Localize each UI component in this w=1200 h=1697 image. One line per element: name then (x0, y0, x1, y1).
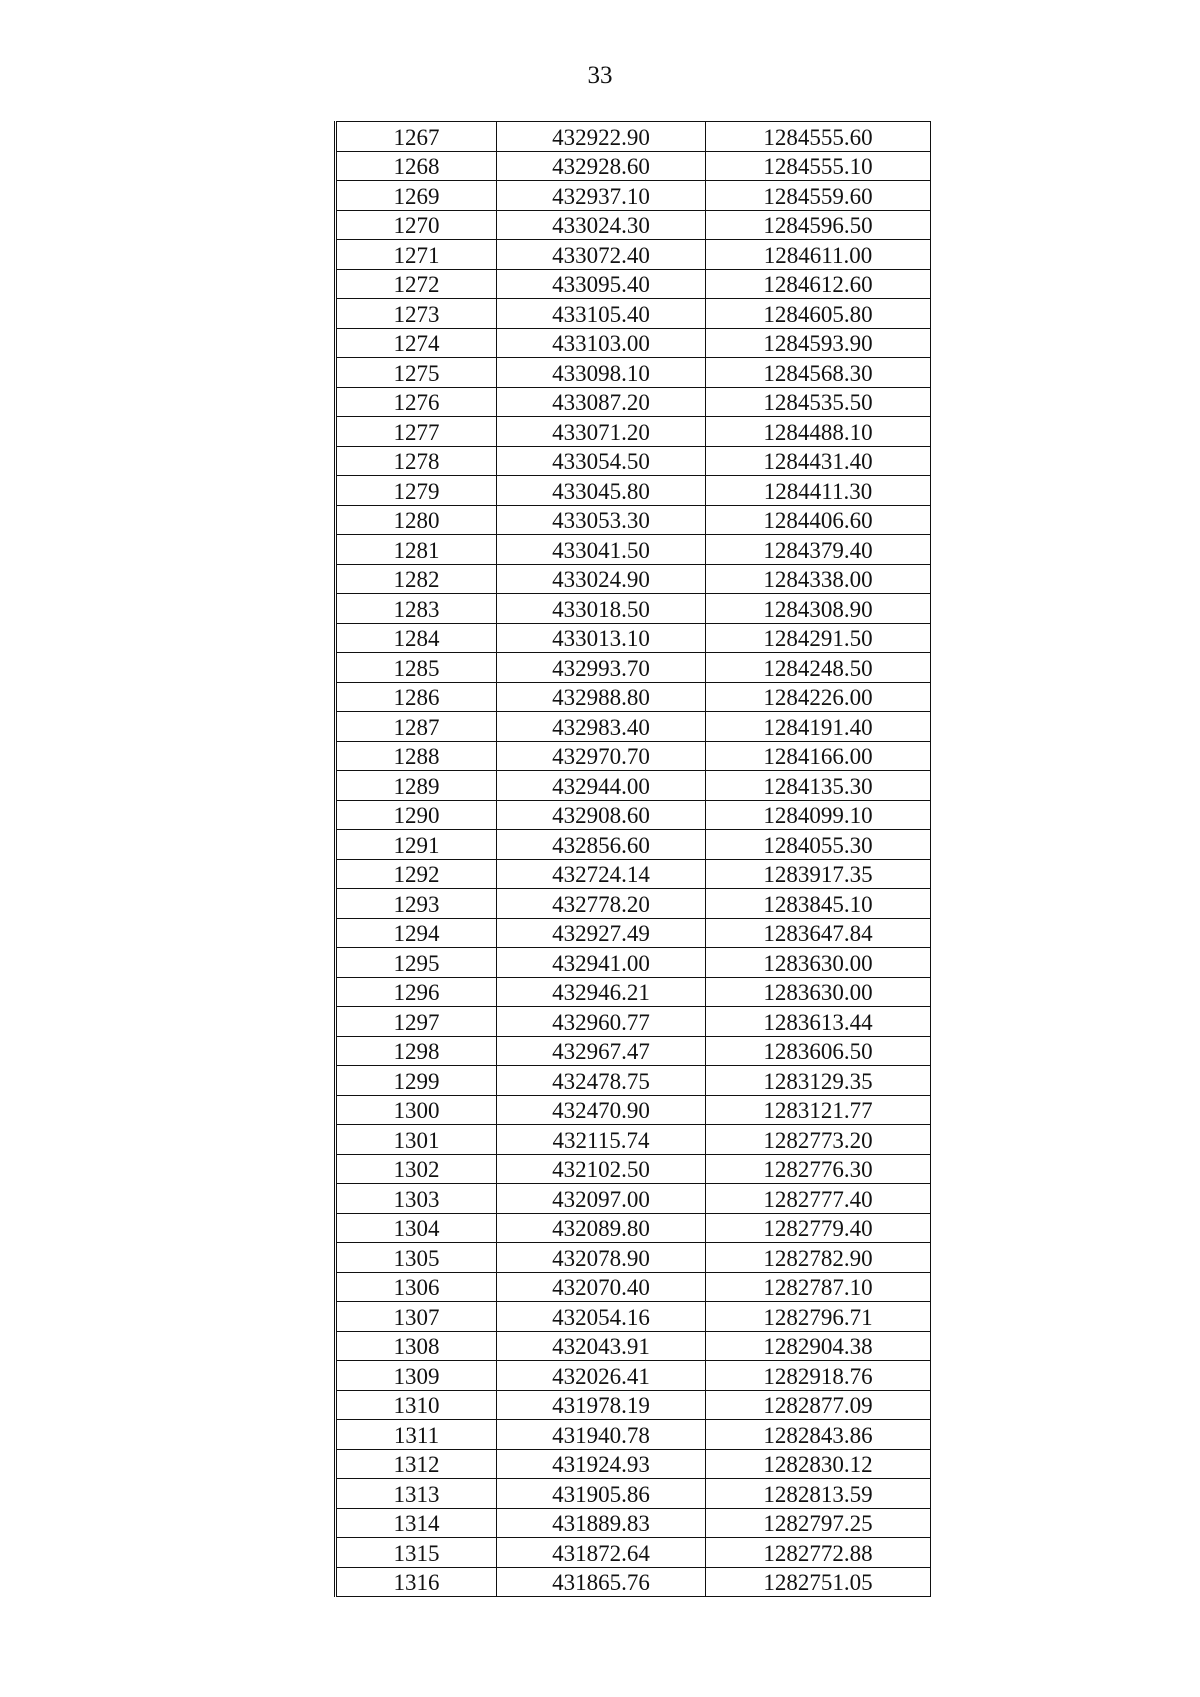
point-number-cell: 1302 (336, 1154, 497, 1184)
point-number-cell: 1316 (336, 1567, 497, 1597)
point-number-cell: 1297 (336, 1007, 497, 1037)
table-row (336, 594, 931, 624)
x-coordinate-cell: 433018.50 (497, 594, 706, 624)
point-number-cell: 1310 (336, 1390, 497, 1420)
x-coordinate-cell: 433045.80 (497, 476, 706, 506)
point-number-cell: 1303 (336, 1184, 497, 1214)
x-coordinate-cell: 432946.21 (497, 977, 706, 1007)
table-row (336, 1243, 931, 1273)
y-coordinate-cell: 1282773.20 (706, 1125, 931, 1155)
x-coordinate-cell: 432937.10 (497, 181, 706, 211)
table-row (336, 1125, 931, 1155)
table-row (336, 1361, 931, 1391)
point-number-cell: 1300 (336, 1095, 497, 1125)
x-coordinate-cell: 432988.80 (497, 682, 706, 712)
table-row (336, 328, 931, 358)
table-row (336, 151, 931, 181)
table-row (336, 358, 931, 388)
y-coordinate-cell: 1284291.50 (706, 623, 931, 653)
point-number-cell: 1299 (336, 1066, 497, 1096)
table-row (336, 122, 931, 152)
point-number-cell: 1268 (336, 151, 497, 181)
table-row (336, 741, 931, 771)
x-coordinate-cell: 431905.86 (497, 1479, 706, 1509)
y-coordinate-cell: 1282779.40 (706, 1213, 931, 1243)
x-coordinate-cell: 432941.00 (497, 948, 706, 978)
table-row (336, 1184, 931, 1214)
y-coordinate-cell: 1284308.90 (706, 594, 931, 624)
y-coordinate-cell: 1282843.86 (706, 1420, 931, 1450)
x-coordinate-cell: 432993.70 (497, 653, 706, 683)
x-coordinate-cell: 433053.30 (497, 505, 706, 535)
x-coordinate-cell: 432928.60 (497, 151, 706, 181)
point-number-cell: 1311 (336, 1420, 497, 1450)
point-number-cell: 1290 (336, 800, 497, 830)
y-coordinate-cell: 1284612.60 (706, 269, 931, 299)
x-coordinate-cell: 431872.64 (497, 1538, 706, 1568)
x-coordinate-cell: 431940.78 (497, 1420, 706, 1450)
page-number: 33 (587, 62, 613, 89)
x-coordinate-cell: 432078.90 (497, 1243, 706, 1273)
table-row (336, 918, 931, 948)
table-row (336, 269, 931, 299)
y-coordinate-cell: 1282918.76 (706, 1361, 931, 1391)
y-coordinate-cell: 1283630.00 (706, 977, 931, 1007)
x-coordinate-cell: 432070.40 (497, 1272, 706, 1302)
x-coordinate-cell: 432856.60 (497, 830, 706, 860)
y-coordinate-cell: 1284379.40 (706, 535, 931, 565)
table-row (336, 1302, 931, 1332)
point-number-cell: 1306 (336, 1272, 497, 1302)
table-row (336, 240, 931, 270)
x-coordinate-cell: 432983.40 (497, 712, 706, 742)
y-coordinate-cell: 1284559.60 (706, 181, 931, 211)
y-coordinate-cell: 1284166.00 (706, 741, 931, 771)
y-coordinate-cell: 1284055.30 (706, 830, 931, 860)
point-number-cell: 1282 (336, 564, 497, 594)
point-number-cell: 1273 (336, 299, 497, 329)
point-number-cell: 1271 (336, 240, 497, 270)
coordinates-table (334, 121, 931, 1597)
y-coordinate-cell: 1282772.88 (706, 1538, 931, 1568)
x-coordinate-cell: 433054.50 (497, 446, 706, 476)
x-coordinate-cell: 432944.00 (497, 771, 706, 801)
table-row (336, 653, 931, 683)
point-number-cell: 1279 (336, 476, 497, 506)
y-coordinate-cell: 1284248.50 (706, 653, 931, 683)
x-coordinate-cell: 432470.90 (497, 1095, 706, 1125)
x-coordinate-cell: 433095.40 (497, 269, 706, 299)
x-coordinate-cell: 432054.16 (497, 1302, 706, 1332)
y-coordinate-cell: 1284555.60 (706, 122, 931, 152)
y-coordinate-cell: 1283917.35 (706, 859, 931, 889)
table-row (336, 1154, 931, 1184)
table-row (336, 210, 931, 240)
x-coordinate-cell: 433103.00 (497, 328, 706, 358)
table-row (336, 1567, 931, 1597)
point-number-cell: 1286 (336, 682, 497, 712)
point-number-cell: 1289 (336, 771, 497, 801)
x-coordinate-cell: 432927.49 (497, 918, 706, 948)
y-coordinate-cell: 1284605.80 (706, 299, 931, 329)
y-coordinate-cell: 1282813.59 (706, 1479, 931, 1509)
x-coordinate-cell: 433024.30 (497, 210, 706, 240)
y-coordinate-cell: 1282777.40 (706, 1184, 931, 1214)
point-number-cell: 1308 (336, 1331, 497, 1361)
y-coordinate-cell: 1283613.44 (706, 1007, 931, 1037)
x-coordinate-cell: 433013.10 (497, 623, 706, 653)
x-coordinate-cell: 432724.14 (497, 859, 706, 889)
y-coordinate-cell: 1284568.30 (706, 358, 931, 388)
table-row (336, 771, 931, 801)
point-number-cell: 1269 (336, 181, 497, 211)
table-row (336, 1007, 931, 1037)
x-coordinate-cell: 432967.47 (497, 1036, 706, 1066)
table-row (336, 1213, 931, 1243)
x-coordinate-cell: 432102.50 (497, 1154, 706, 1184)
x-coordinate-cell: 432115.74 (497, 1125, 706, 1155)
point-number-cell: 1288 (336, 741, 497, 771)
table-row (336, 181, 931, 211)
table-row (336, 948, 931, 978)
y-coordinate-cell: 1284099.10 (706, 800, 931, 830)
y-coordinate-cell: 1282782.90 (706, 1243, 931, 1273)
point-number-cell: 1275 (336, 358, 497, 388)
point-number-cell: 1295 (336, 948, 497, 978)
point-number-cell: 1291 (336, 830, 497, 860)
point-number-cell: 1285 (336, 653, 497, 683)
point-number-cell: 1294 (336, 918, 497, 948)
table-row (336, 1036, 931, 1066)
table-row (336, 712, 931, 742)
y-coordinate-cell: 1284338.00 (706, 564, 931, 594)
table-row (336, 387, 931, 417)
point-number-cell: 1301 (336, 1125, 497, 1155)
table-row (336, 446, 931, 476)
point-number-cell: 1312 (336, 1449, 497, 1479)
table-row (336, 1095, 931, 1125)
table-row (336, 1449, 931, 1479)
x-coordinate-cell: 432908.60 (497, 800, 706, 830)
x-coordinate-cell: 433041.50 (497, 535, 706, 565)
x-coordinate-cell: 432478.75 (497, 1066, 706, 1096)
table-row (336, 1479, 931, 1509)
y-coordinate-cell: 1283606.50 (706, 1036, 931, 1066)
table-row (336, 564, 931, 594)
table-row (336, 1508, 931, 1538)
point-number-cell: 1313 (336, 1479, 497, 1509)
table-row (336, 889, 931, 919)
table-row (336, 623, 931, 653)
table-row (336, 476, 931, 506)
x-coordinate-cell: 433071.20 (497, 417, 706, 447)
point-number-cell: 1305 (336, 1243, 497, 1273)
x-coordinate-cell: 432089.80 (497, 1213, 706, 1243)
point-number-cell: 1280 (336, 505, 497, 535)
table-row (336, 859, 931, 889)
y-coordinate-cell: 1282877.09 (706, 1390, 931, 1420)
x-coordinate-cell: 432043.91 (497, 1331, 706, 1361)
point-number-cell: 1315 (336, 1538, 497, 1568)
y-coordinate-cell: 1284555.10 (706, 151, 931, 181)
x-coordinate-cell: 433072.40 (497, 240, 706, 270)
x-coordinate-cell: 432026.41 (497, 1361, 706, 1391)
x-coordinate-cell: 432960.77 (497, 1007, 706, 1037)
point-number-cell: 1283 (336, 594, 497, 624)
y-coordinate-cell: 1282796.71 (706, 1302, 931, 1332)
table-row (336, 1331, 931, 1361)
x-coordinate-cell: 432097.00 (497, 1184, 706, 1214)
point-number-cell: 1298 (336, 1036, 497, 1066)
y-coordinate-cell: 1282904.38 (706, 1331, 931, 1361)
table-row (336, 800, 931, 830)
table-row (336, 1538, 931, 1568)
y-coordinate-cell: 1283129.35 (706, 1066, 931, 1096)
point-number-cell: 1284 (336, 623, 497, 653)
y-coordinate-cell: 1283121.77 (706, 1095, 931, 1125)
y-coordinate-cell: 1284535.50 (706, 387, 931, 417)
point-number-cell: 1287 (336, 712, 497, 742)
y-coordinate-cell: 1282787.10 (706, 1272, 931, 1302)
point-number-cell: 1272 (336, 269, 497, 299)
x-coordinate-cell: 432970.70 (497, 741, 706, 771)
x-coordinate-cell: 433024.90 (497, 564, 706, 594)
x-coordinate-cell: 431978.19 (497, 1390, 706, 1420)
table-row (336, 535, 931, 565)
y-coordinate-cell: 1284596.50 (706, 210, 931, 240)
table-row (336, 1420, 931, 1450)
table-row (336, 1390, 931, 1420)
y-coordinate-cell: 1283845.10 (706, 889, 931, 919)
x-coordinate-cell: 433087.20 (497, 387, 706, 417)
point-number-cell: 1309 (336, 1361, 497, 1391)
table-row (336, 1066, 931, 1096)
y-coordinate-cell: 1284226.00 (706, 682, 931, 712)
y-coordinate-cell: 1282830.12 (706, 1449, 931, 1479)
point-number-cell: 1276 (336, 387, 497, 417)
y-coordinate-cell: 1284135.30 (706, 771, 931, 801)
point-number-cell: 1278 (336, 446, 497, 476)
x-coordinate-cell: 431865.76 (497, 1567, 706, 1597)
y-coordinate-cell: 1283647.84 (706, 918, 931, 948)
table-row (336, 830, 931, 860)
point-number-cell: 1307 (336, 1302, 497, 1332)
x-coordinate-cell: 433105.40 (497, 299, 706, 329)
x-coordinate-cell: 432922.90 (497, 122, 706, 152)
y-coordinate-cell: 1284406.60 (706, 505, 931, 535)
point-number-cell: 1296 (336, 977, 497, 1007)
y-coordinate-cell: 1282797.25 (706, 1508, 931, 1538)
point-number-cell: 1270 (336, 210, 497, 240)
x-coordinate-cell: 431889.83 (497, 1508, 706, 1538)
y-coordinate-cell: 1282776.30 (706, 1154, 931, 1184)
y-coordinate-cell: 1284411.30 (706, 476, 931, 506)
point-number-cell: 1314 (336, 1508, 497, 1538)
table-row (336, 299, 931, 329)
point-number-cell: 1277 (336, 417, 497, 447)
table-row (336, 1272, 931, 1302)
y-coordinate-cell: 1282751.05 (706, 1567, 931, 1597)
x-coordinate-cell: 433098.10 (497, 358, 706, 388)
table-row (336, 977, 931, 1007)
table-row (336, 417, 931, 447)
table-row (336, 505, 931, 535)
table-row (336, 682, 931, 712)
point-number-cell: 1274 (336, 328, 497, 358)
y-coordinate-cell: 1283630.00 (706, 948, 931, 978)
x-coordinate-cell: 431924.93 (497, 1449, 706, 1479)
x-coordinate-cell: 432778.20 (497, 889, 706, 919)
y-coordinate-cell: 1284191.40 (706, 712, 931, 742)
point-number-cell: 1281 (336, 535, 497, 565)
point-number-cell: 1293 (336, 889, 497, 919)
y-coordinate-cell: 1284431.40 (706, 446, 931, 476)
y-coordinate-cell: 1284488.10 (706, 417, 931, 447)
y-coordinate-cell: 1284611.00 (706, 240, 931, 270)
point-number-cell: 1267 (393, 124, 440, 150)
coordinates-table-body (336, 122, 931, 1597)
point-number-cell: 1292 (336, 859, 497, 889)
y-coordinate-cell: 1284593.90 (706, 328, 931, 358)
point-number-cell: 1304 (336, 1213, 497, 1243)
